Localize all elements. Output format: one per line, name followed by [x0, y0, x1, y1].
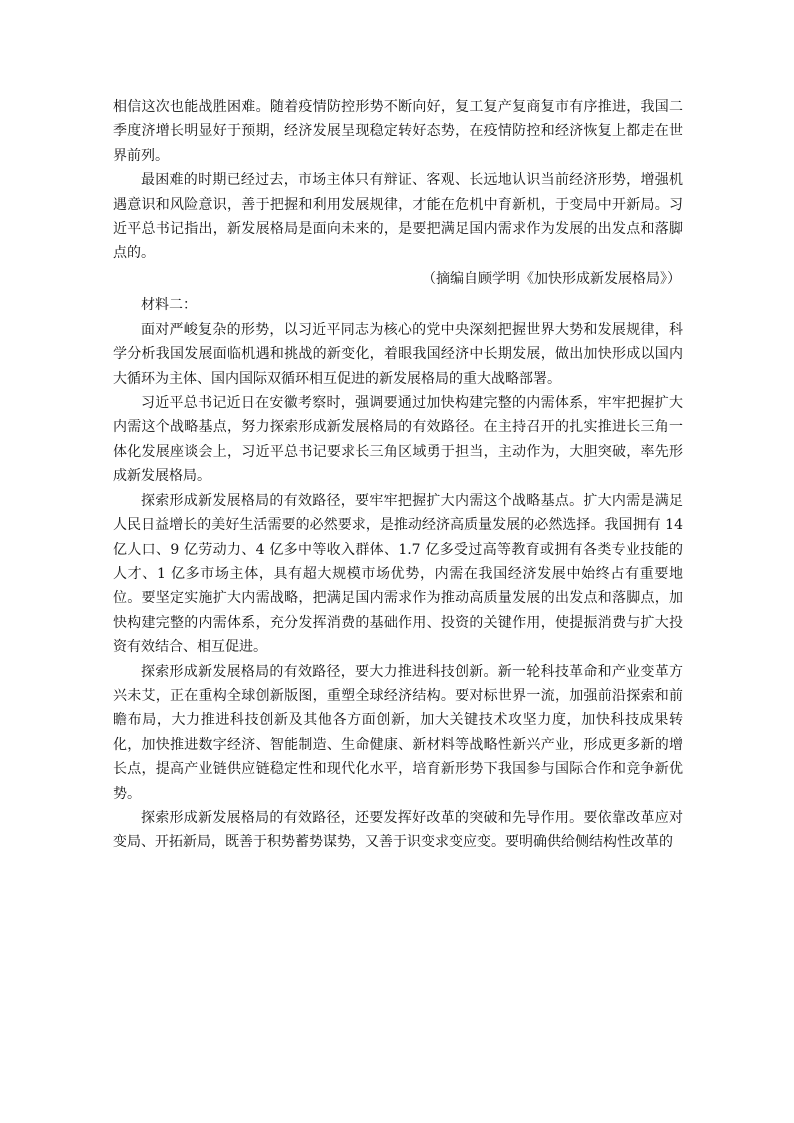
source-citation: （摘编自顾学明《加快形成新发展格局》）: [422, 270, 681, 287]
document-page: [113, 95, 683, 855]
paragraph-hardest-period: 最困难的时期已经过去，市场主体只有辩证、客观、长远地认识当前经济形势，增强机遇意识和风险意识，善于把握和利用发展规律，才能在危机中育新机，于变局中开新局。习近平总书记指出，新发展格局是面向未来的，是要把满足国内需求作为发展的出发点和落脚点的。: [113, 172, 683, 262]
paragraph-anhui-visit: 习近平总书记近日在安徽考察时，强调要通过加快构建完整的内需体系，牢牢把握扩大内需这个战略基点，努力探索形成新发展格局的有效路径。在主持召开的扎实推进长三角一体化发展座谈会上，习近平总书记要求长三角区域勇于担当，主动作为，大胆突破，率先形成新发展格局。: [113, 395, 683, 485]
paragraph-domestic-demand: 探索形成新发展格局的有效路径，要牢牢把握扩大内需这个战略基点。扩大内需是满足人民日益增长的美好生活需要的必然要求，是推动经济高质量发展的必然选择。我国拥有 14 亿人口、9 亿劳动力、4 亿多中等收入群体、1.7 亿多受过高等教育或拥有各类专业技能的人才、1 亿多市场主体，具有超大规模市场优势，内需在我国经济发展中始终占有重要地位。要坚定实施扩大内需战略，把满足国内需求作为推动高质量发展的出发点和落脚点，加快构建完整的内需体系，充分发挥消费的基础作用、投资的关键作用，使提振消费与扩大投资有效结合、相互促进。: [113, 492, 683, 656]
paragraph-continuation: 相信这次也能战胜困难。随着疫情防控形势不断向好，复工复产复商复市有序推进，我国二季度济增长明显好于预期，经济发展呈现稳定转好态势，在疫情防控和经济恢复上都走在世界前列。: [113, 99, 683, 164]
paragraph-severe-situation: 面对严峻复杂的形势，以习近平同志为核心的党中央深刻把握世界大势和发展规律，科学分析我国发展面临机遇和挑战的新变化，着眼我国经济中长期发展，做出加快形成以国内大循环为主体、国内国际双循环相互促进的新发展格局的重大战略部署。: [113, 321, 683, 387]
paragraph-reform: 探索形成新发展格局的有效路径，还要发挥好改革的突破和先导作用。要依靠改革应对变局、开拓新局，既善于积势蓄势谋势，又善于识变求变应变。要明确供给侧结构性改革的: [113, 809, 683, 851]
paragraph-tech-innovation: 探索形成新发展格局的有效路径，要大力推进科技创新。新一轮科技革命和产业变革方兴未艾，正在重构全球创新版图，重塑全球经济结构。要对标世界一流，加强前沿探索和前瞻布局，大力推进科技创新及其他各方面创新，加大关键技术攻坚力度，加快科技成果转化，加快推进数字经济、智能制造、生命健康、新材料等战略性新兴产业，形成更多新的增长点，提高产业链供应链稳定性和现代化水平，培育新形势下我国参与国际合作和竞争新优势。: [113, 663, 683, 802]
section-label-material-two: 材料二：: [141, 296, 197, 313]
